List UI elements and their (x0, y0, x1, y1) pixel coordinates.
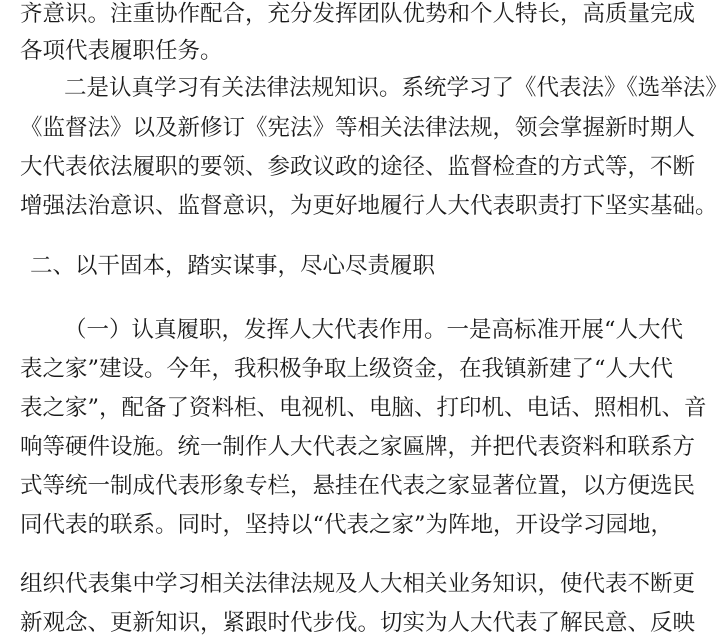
paragraph-2-line-2: 《监督法》以及新修订《宪法》等相关法律法规，领会掌握新时期人 (20, 115, 696, 141)
paragraph-3-line-8: 新观念、更新知识，紧跟时代步伐。切实为人大代表了解民意、反映 (20, 610, 696, 636)
paragraph-3-line-1: （一）认真履职，发挥人大代表作用。一是高标准开展“人大代 (64, 317, 684, 343)
paragraph-3-line-6: 同代表的联系。同时，坚持以“代表之家”为阵地，开设学习园地， (20, 512, 674, 538)
section-heading: 二、以干固本，踏实谋事，尽心尽责履职 (30, 253, 436, 279)
paragraph-2-line-3: 大代表依法履职的要领、参政议政的途径、监督检查的方式等，不断 (20, 154, 696, 180)
paragraph-3-line-7: 组织代表集中学习相关法律法规及人大相关业务知识，使代表不断更 (20, 571, 696, 597)
paragraph-3-line-2: 表之家”建设。今年，我积极争取上级资金，在我镇新建了“人大代 (20, 356, 674, 382)
text-line-1: 齐意识。注重协作配合，充分发挥团队优势和个人特长，高质量完成 (20, 1, 696, 27)
paragraph-2-line-1: 二是认真学习有关法律法规知识。系统学习了《代表法》《选举法》 (64, 75, 728, 101)
text-line-2: 各项代表履职任务。 (20, 38, 223, 64)
paragraph-3-line-3: 表之家”，配备了资料柜、电视机、电脑、打印机、电话、照相机、音 (20, 395, 707, 421)
paragraph-3-line-5: 式等统一制成代表形象专栏，悬挂在代表之家显著位置，以方便选民 (20, 473, 696, 499)
paragraph-2-line-4: 增强法治意识、监督意识，为更好地履行人大代表职责打下坚实基础。 (20, 193, 718, 219)
paragraph-3-line-4: 响等硬件设施。统一制作人大代表之家匾牌，并把代表资料和联系方 (20, 434, 696, 460)
